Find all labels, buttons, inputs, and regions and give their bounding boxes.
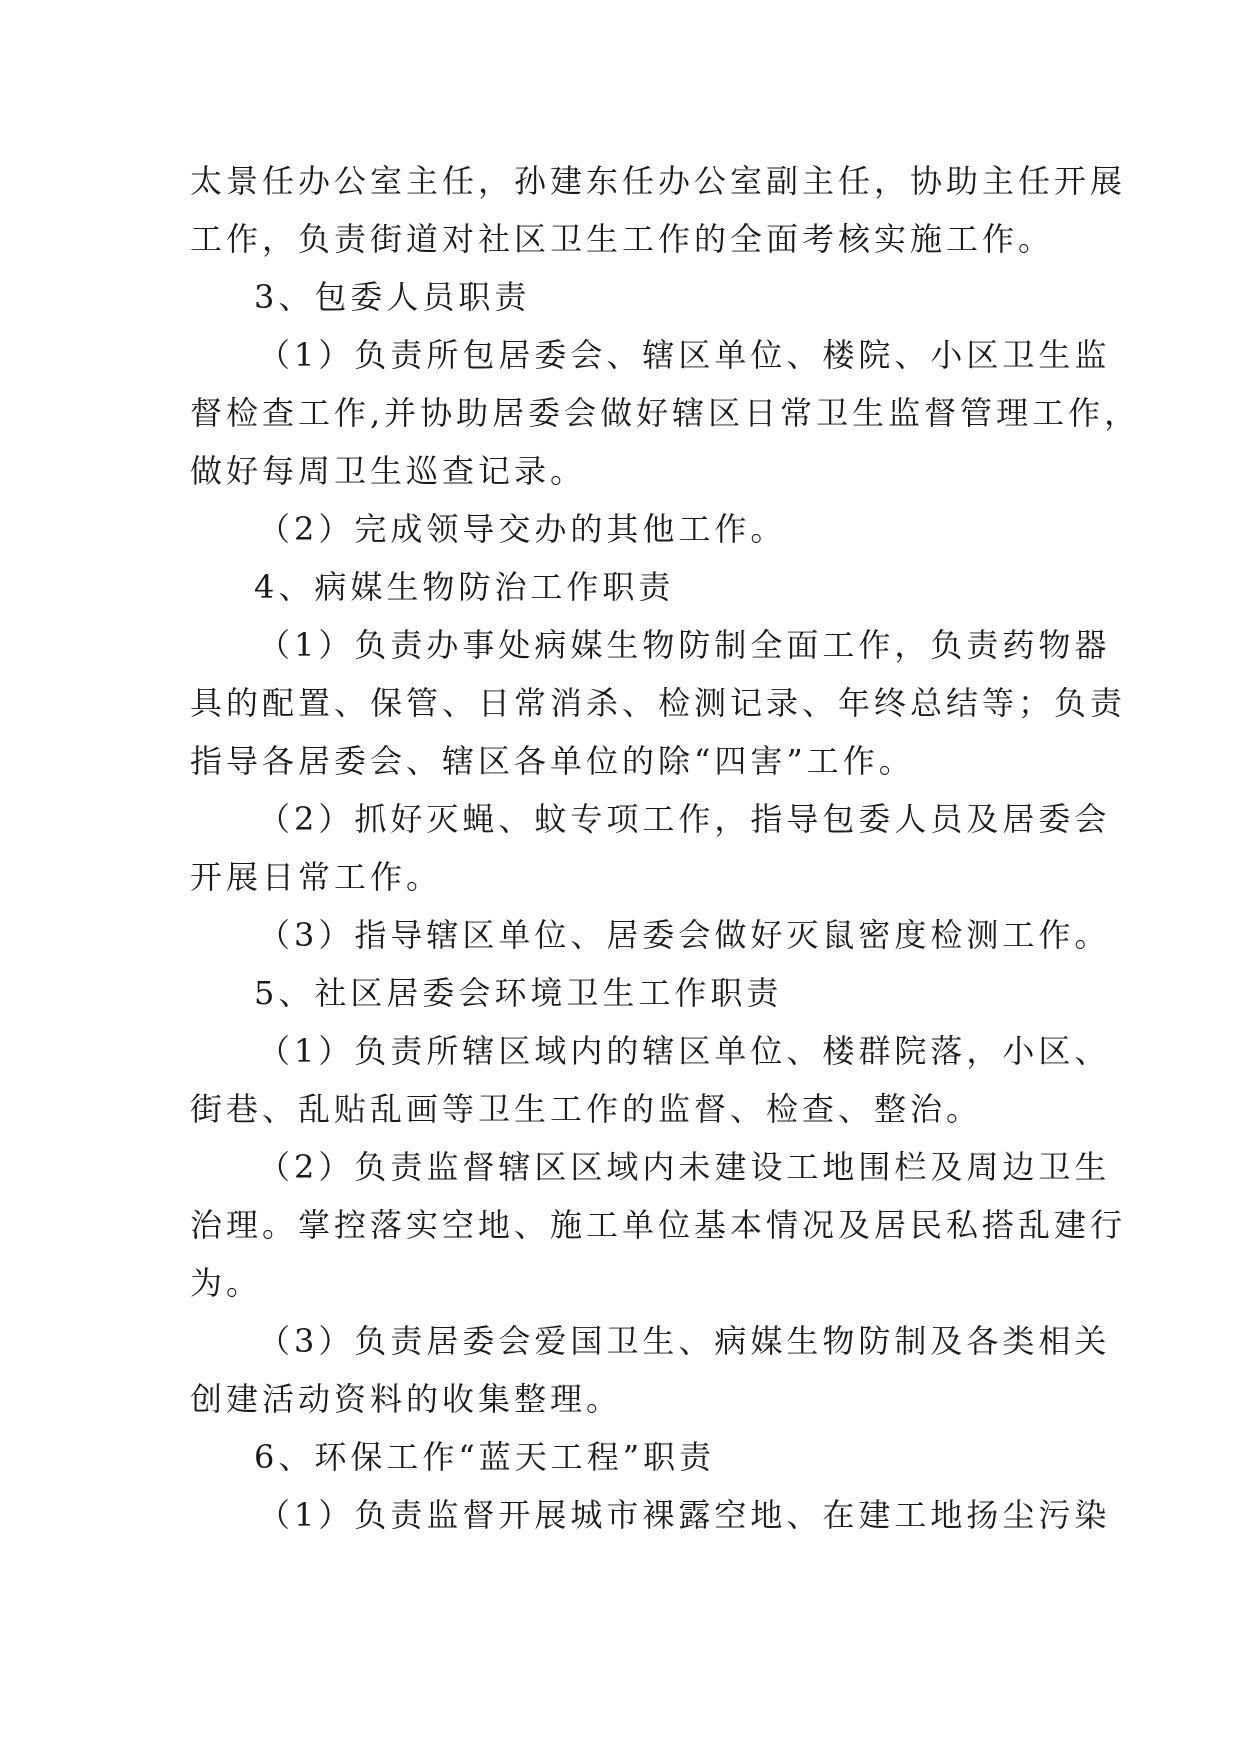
paragraph-line: 做好每周卫生巡查记录。 xyxy=(190,452,587,490)
paragraph-line: （2）完成领导交办的其他工作。 xyxy=(258,510,787,548)
paragraph-line: （3）负责居委会爱国卫生、病媒生物防制及各类相关 xyxy=(258,1322,1111,1360)
paragraph-line: （3）指导辖区单位、居委会做好灭鼠密度检测工作。 xyxy=(258,916,1111,954)
section-heading: 4、病媒生物防治工作职责 xyxy=(254,568,675,606)
paragraph-line: 工作，负责街道对社区卫生工作的全面考核实施工作。 xyxy=(190,220,1055,258)
paragraph-line: 治理。掌控落实空地、施工单位基本情况及居民私搭乱建行 xyxy=(190,1206,1127,1244)
document-body xyxy=(190,152,1141,1544)
paragraph-line: 开展日常工作。 xyxy=(190,858,443,896)
section-heading: 5、社区居委会环境卫生工作职责 xyxy=(254,974,783,1012)
paragraph-line: 指导各居委会、辖区各单位的除“四害”工作。 xyxy=(190,742,915,780)
paragraph-line: 街巷、乱贴乱画等卫生工作的监督、检查、整治。 xyxy=(190,1090,983,1128)
paragraph-line: （2）负责监督辖区区域内未建设工地围栏及周边卫生 xyxy=(258,1148,1111,1186)
paragraph-line: 太景任办公室主任，孙建东任办公室副主任，协助主任开展 xyxy=(190,162,1127,200)
paragraph-line: （1）负责所辖区域内的辖区单位、楼群院落，小区、 xyxy=(258,1032,1111,1070)
paragraph-line: （1）负责监督开展城市裸露空地、在建工地扬尘污染 xyxy=(258,1496,1111,1534)
paragraph-line: 为。 xyxy=(190,1264,263,1302)
paragraph-line: （2）抓好灭蝇、蚊专项工作，指导包委人员及居委会 xyxy=(258,800,1111,838)
paragraph-line: 督检查工作,并协助居委会做好辖区日常卫生监督管理工作， xyxy=(190,394,1141,432)
paragraph-line: 创建活动资料的收集整理。 xyxy=(190,1380,623,1418)
paragraph-line: 具的配置、保管、日常消杀、检测记录、年终总结等；负责 xyxy=(190,684,1127,722)
section-heading: 3、包委人员职责 xyxy=(254,278,531,316)
paragraph-line: （1）负责所包居委会、辖区单位、楼院、小区卫生监 xyxy=(258,336,1111,374)
section-heading: 6、环保工作“蓝天工程”职责 xyxy=(254,1438,716,1476)
paragraph-line: （1）负责办事处病媒生物防制全面工作，负责药物器 xyxy=(258,626,1111,664)
